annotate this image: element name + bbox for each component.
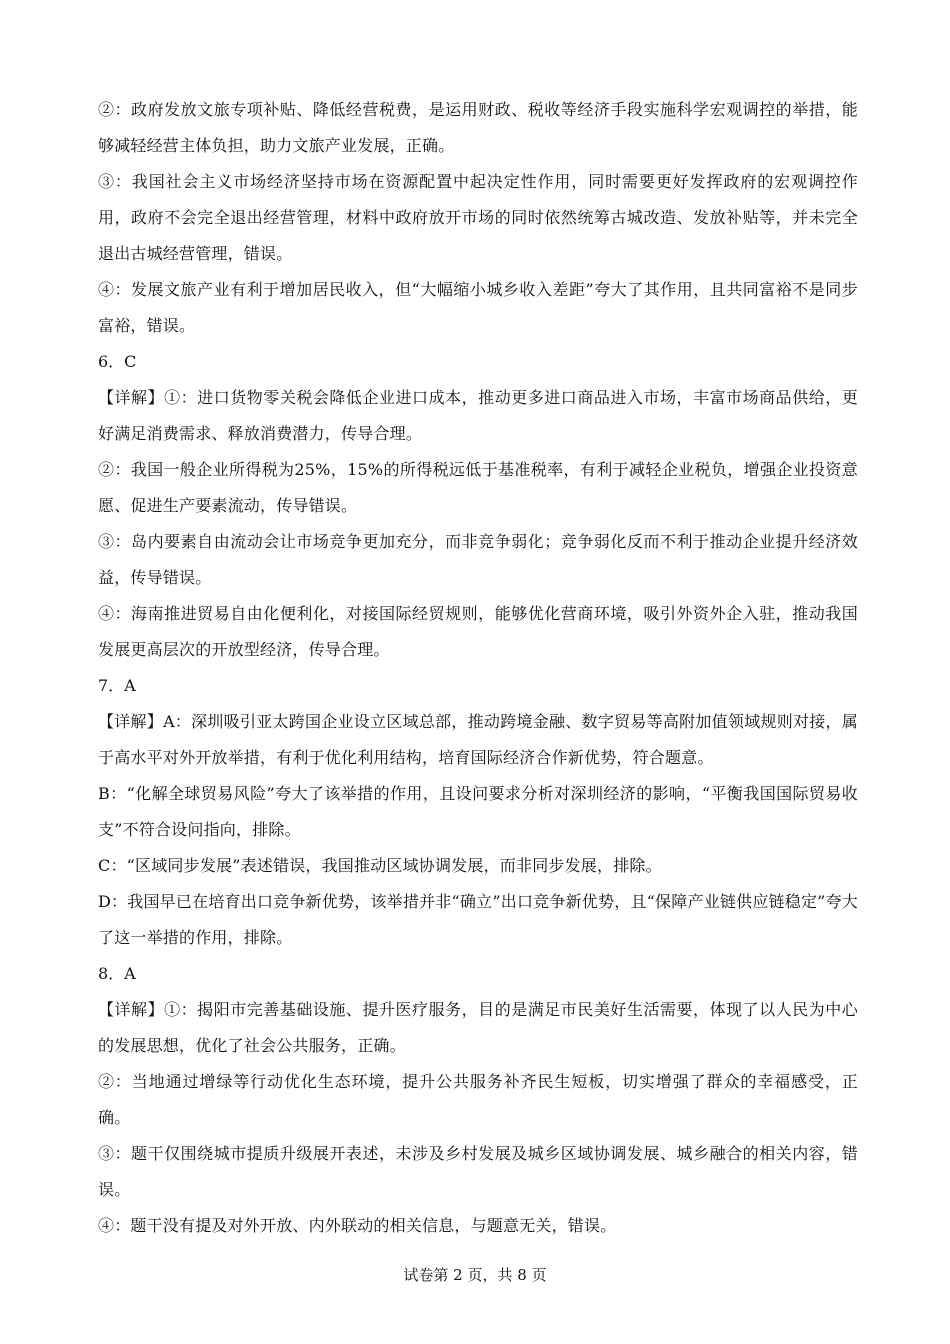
question-answer: 7．A: [98, 676, 136, 695]
explanation-paragraph: B：“化解全球贸易风险”夸大了该举措的作用，且设问要求分析对深圳经济的影响，“平衡我国国际贸易收支”不符合设问指向，排除。: [98, 784, 858, 839]
explanation-paragraph: ③：岛内要素自由流动会让市场竞争更加充分，而非竞争弱化；竞争弱化反而不利于推动企业提升经济效益，传导错误。: [98, 532, 858, 587]
explanation-paragraph: 【详解】①：揭阳市完善基础设施、提升医疗服务，目的是满足市民美好生活需要，体现了以人民为中心的发展思想，优化了社会公共服务，正确。: [98, 1000, 858, 1055]
explanation-paragraph: ④：题干没有提及对外开放、内外联动的相关信息，与题意无关，错误。: [98, 1216, 617, 1235]
page-footer: 试卷第 2 页，共 8 页: [403, 1266, 547, 1284]
explanation-paragraph: ④：发展文旅产业有利于增加居民收入，但“大幅缩小城乡收入差距”夸大了其作用，且共同富裕不是同步富裕，错误。: [98, 280, 858, 335]
question-answer: 8．A: [98, 964, 136, 983]
answer-explanations: [98, 92, 858, 1244]
explanation-paragraph: ②：政府发放文旅专项补贴、降低经营税费，是运用财政、税收等经济手段实施科学宏观调控的举措，能够减轻经营主体负担，助力文旅产业发展，正确。: [98, 100, 858, 155]
explanation-paragraph: ③：我国社会主义市场经济坚持市场在资源配置中起决定性作用，同时需要更好发挥政府的宏观调控作用，政府不会完全退出经营管理，材料中政府放开市场的同时依然统筹古城改造、发放补贴等，并未完全退出古城经营管理，错误。: [98, 172, 858, 263]
explanation-paragraph: ④：海南推进贸易自由化便利化，对接国际经贸规则，能够优化营商环境，吸引外资外企入驻，推动我国发展更高层次的开放型经济，传导合理。: [98, 604, 858, 659]
explanation-paragraph: D：我国早已在培育出口竞争新优势，该举措并非“确立”出口竞争新优势，且“保障产业链供应链稳定”夸大了这一举措的作用，排除。: [98, 892, 858, 947]
explanation-paragraph: 【详解】①：进口货物零关税会降低企业进口成本，推动更多进口商品进入市场，丰富市场商品供给，更好满足消费需求、释放消费潜力，传导合理。: [98, 388, 858, 443]
question-answer: 6．C: [98, 352, 137, 371]
explanation-paragraph: C：“区域同步发展”表述错误，我国推动区域协调发展，而非同步发展，排除。: [98, 856, 662, 875]
explanation-paragraph: ②：我国一般企业所得税为25%，15%的所得税远低于基准税率，有利于减轻企业税负，增强企业投资意愿、促进生产要素流动，传导错误。: [98, 460, 858, 515]
explanation-paragraph: ②：当地通过增绿等行动优化生态环境，提升公共服务补齐民生短板，切实增强了群众的幸福感受，正确。: [98, 1072, 858, 1127]
explanation-paragraph: 【详解】A：深圳吸引亚太跨国企业设立区域总部，推动跨境金融、数字贸易等高附加值领域规则对接，属于高水平对外开放举措，有利于优化利用结构，培育国际经济合作新优势，符合题意。: [98, 712, 858, 767]
explanation-paragraph: ③：题干仅围绕城市提质升级展开表述，未涉及乡村发展及城乡区域协调发展、城乡融合的相关内容，错误。: [98, 1144, 858, 1199]
